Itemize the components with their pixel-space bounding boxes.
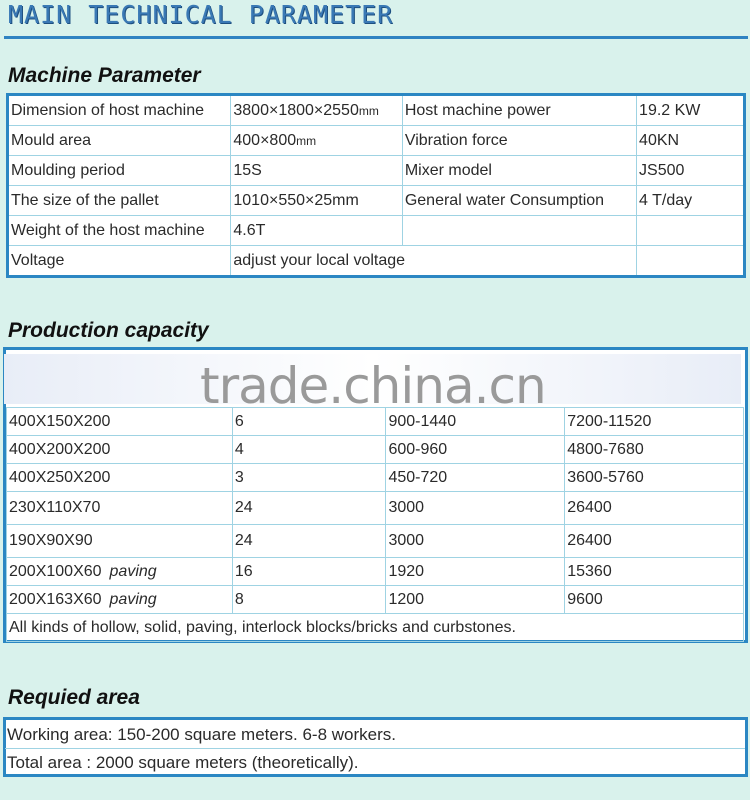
cell-value: 3000 [386, 525, 565, 558]
param-label: Moulding period [8, 156, 231, 186]
table-row [7, 492, 744, 525]
cell-value: 26400 [565, 492, 744, 525]
param-value: 3800×1800×2550mm [231, 95, 402, 126]
watermark: trade.china.cn [200, 357, 546, 415]
table-row [7, 558, 744, 586]
cell-value: 1920 [386, 558, 565, 586]
cell-value: 4 [232, 436, 386, 464]
production-capacity-title: Production capacity [8, 319, 209, 342]
cell-value: 450-720 [386, 464, 565, 492]
cell-value: 3600-5760 [565, 464, 744, 492]
production-capacity-table [6, 407, 744, 642]
param-label: Mixer model [402, 156, 636, 186]
param-label [402, 216, 636, 246]
param-value: adjust your local voltage [231, 246, 637, 277]
block-size: 400X150X200 [7, 408, 233, 436]
block-size: 200X163X60 paving [7, 586, 233, 614]
param-value: JS500 [637, 156, 745, 186]
param-label: Voltage [8, 246, 231, 277]
cell-value: 8 [232, 586, 386, 614]
table-row [8, 156, 745, 186]
param-label: Host machine power [402, 95, 636, 126]
param-value: 19.2 KW [637, 95, 745, 126]
block-size: 200X100X60 paving [7, 558, 233, 586]
block-size: 230X110X70 [7, 492, 233, 525]
page-title: MAIN TECHNICAL PARAMETER [8, 0, 394, 29]
param-value: 4 T/day [637, 186, 745, 216]
capacity-footer-note: All kinds of hollow, solid, paving, interlock blocks/bricks and curbstones. [7, 614, 744, 642]
param-label: Dimension of host machine [8, 95, 231, 126]
total-area-text: Total area : 2000 square meters (theoretically). [7, 753, 359, 772]
cell-value: 3 [232, 464, 386, 492]
cell-value: 4800-7680 [565, 436, 744, 464]
cell-value: 3000 [386, 492, 565, 525]
param-value [637, 246, 745, 277]
param-label: The size of the pallet [8, 186, 231, 216]
required-area-title: Requied area [8, 686, 140, 709]
table-row [7, 614, 744, 642]
param-label: Mould area [8, 126, 231, 156]
table-row [7, 586, 744, 614]
table-row [7, 464, 744, 492]
param-label: General water Consumption [402, 186, 636, 216]
machine-parameter-table [6, 93, 746, 278]
cell-value: 26400 [565, 525, 744, 558]
cell-value: 24 [232, 492, 386, 525]
title-divider [4, 36, 748, 39]
table-row [7, 436, 744, 464]
working-area-text: Working area: 150-200 square meters. 6-8 workers. [7, 725, 396, 744]
machine-parameter-title: Machine Parameter [8, 64, 201, 87]
param-value: 4.6T [231, 216, 402, 246]
cell-value: 7200-11520 [565, 408, 744, 436]
cell-value: 24 [232, 525, 386, 558]
table-row [8, 95, 745, 126]
table-row [8, 216, 745, 246]
param-value: 40KN [637, 126, 745, 156]
cell-value: 15360 [565, 558, 744, 586]
cell-value: 1200 [386, 586, 565, 614]
param-value [637, 216, 745, 246]
cell-value: 600-960 [386, 436, 565, 464]
param-label: Vibration force [402, 126, 636, 156]
table-row [8, 126, 745, 156]
block-size: 400X250X200 [7, 464, 233, 492]
param-value: 15S [231, 156, 402, 186]
param-value: 1010×550×25mm [231, 186, 402, 216]
cell-value: 9600 [565, 586, 744, 614]
param-label: Weight of the host machine [8, 216, 231, 246]
row-divider [5, 748, 745, 749]
param-value: 400×800mm [231, 126, 402, 156]
cell-value: 16 [232, 558, 386, 586]
table-row [8, 246, 745, 277]
table-row [8, 186, 745, 216]
table-row [7, 408, 744, 436]
cell-value: 6 [232, 408, 386, 436]
block-size: 400X200X200 [7, 436, 233, 464]
cell-value: 900-1440 [386, 408, 565, 436]
table-row [7, 525, 744, 558]
block-size: 190X90X90 [7, 525, 233, 558]
